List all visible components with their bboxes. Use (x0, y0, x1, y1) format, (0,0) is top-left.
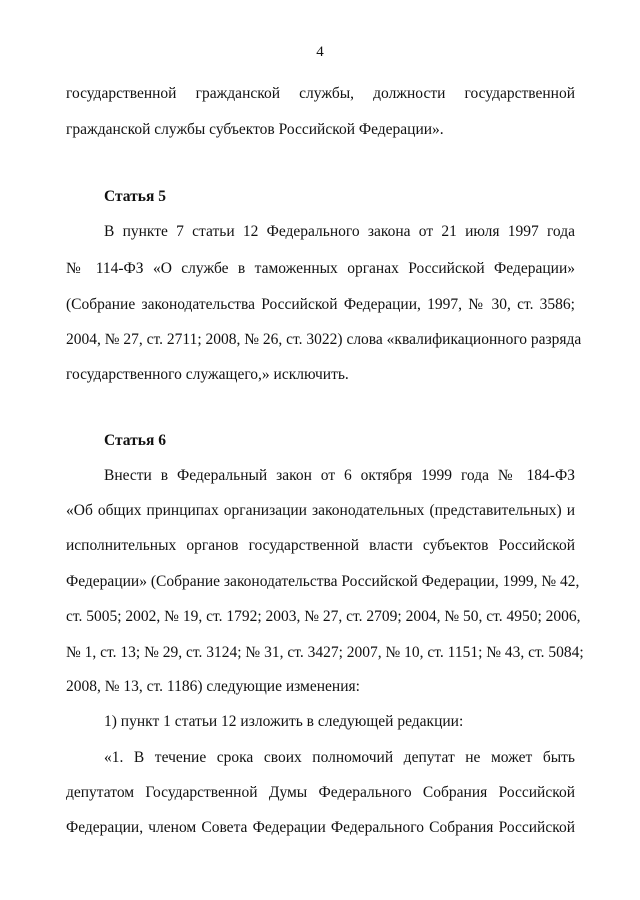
article-5-line: В пункте 7 статьи 12 Федерального закона от 21 июля 1997 года (104, 223, 575, 240)
intro-line: гражданской службы субъектов Российской Федерации». (66, 121, 444, 138)
article-6-heading: Статья 6 (104, 432, 166, 449)
article-6-line: № 1, ст. 13; № 29, ст. 3124; № 31, ст. 3427; 2007, № 10, ст. 1151; № 43, ст. 5084; (66, 644, 584, 661)
article-5-line: государственного служащего,» исключить. (66, 366, 349, 383)
article-6-line: 2008, № 13, ст. 1186) следующие изменения: (66, 678, 360, 695)
article-6-line: «Об общих принципах организации законодательных (представительных) и (66, 502, 575, 519)
article-6-line: Внести в Федеральный закон от 6 октября 1999 года № 184-ФЗ (104, 467, 575, 484)
article-6-line: Федерации, членом Совета Федерации Федерального Собрания Российской (66, 819, 575, 836)
article-5-line: (Собрание законодательства Российской Федерации, 1997, № 30, ст. 3586; (66, 296, 575, 313)
article-6-line: Федерации» (Собрание законодательства Российской Федерации, 1999, № 42, (66, 573, 580, 590)
article-5-heading: Статья 5 (104, 188, 166, 205)
article-5-line: № 114-ФЗ «О службе в таможенных органах Российской Федерации» (66, 260, 575, 277)
article-6-line: «1. В течение срока своих полномочий депутат не может быть (104, 749, 575, 766)
intro-line: государственной гражданской службы, должности государственной (66, 85, 575, 102)
article-5-line: 2004, № 27, ст. 2711; 2008, № 26, ст. 3022) слова «квалификационного разряда (66, 331, 582, 348)
article-6-line: 1) пункт 1 статьи 12 изложить в следующей редакции: (104, 713, 464, 730)
article-6-line: депутатом Государственной Думы Федерального Собрания Российской (66, 784, 575, 801)
page-number: 4 (316, 44, 324, 60)
article-6-line: ст. 5005; 2002, № 19, ст. 1792; 2003, № 27, ст. 2709; 2004, № 50, ст. 4950; 2006, (66, 608, 581, 625)
article-6-line: исполнительных органов государственной власти субъектов Российской (66, 537, 575, 554)
